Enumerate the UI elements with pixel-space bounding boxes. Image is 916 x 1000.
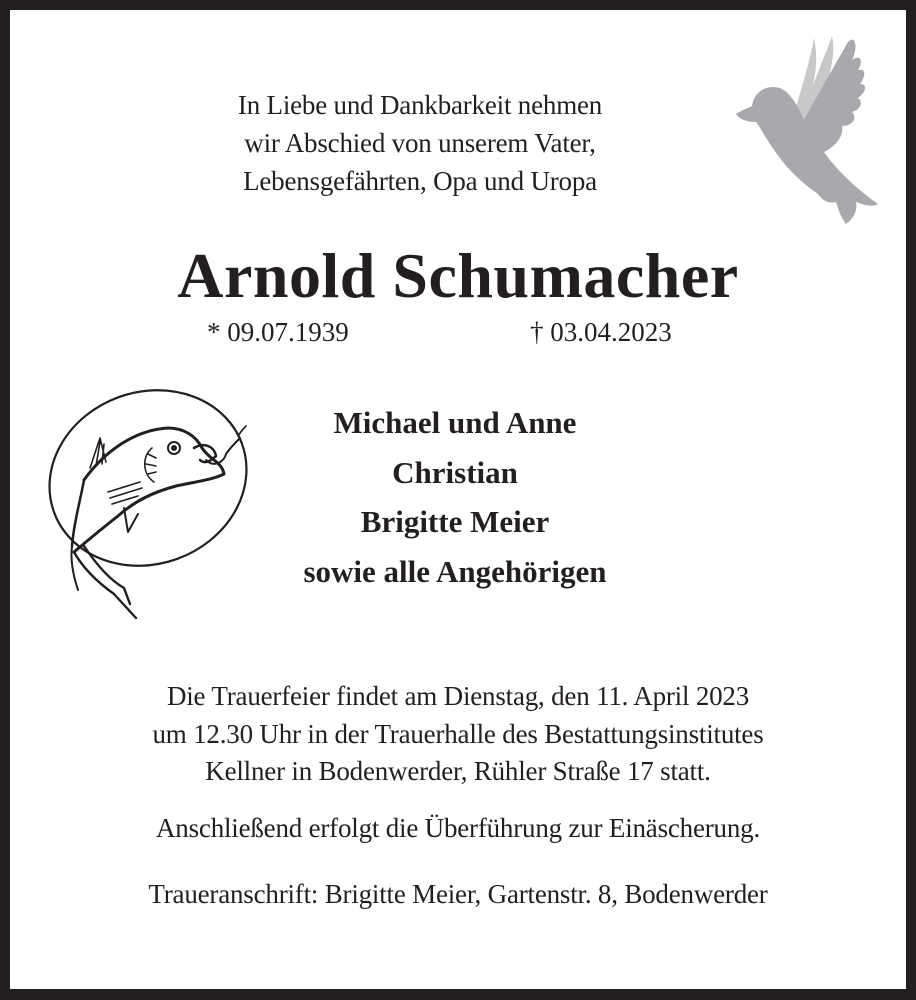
service-line: um 12.30 Uhr in der Trauerhalle des Bestattungsinstitutes: [152, 718, 764, 749]
death-date: † 03.04.2023: [530, 317, 672, 347]
mourner: Christian: [392, 454, 518, 490]
birth-date: * 09.07.1939: [207, 317, 349, 347]
mourners-list: [240, 398, 670, 596]
service-line: Kellner in Bodenwerder, Rühler Straße 17 statt.: [205, 756, 711, 786]
intro-line: Lebensgefährten, Opa und Uropa: [243, 166, 597, 196]
service-line: Die Trauerfeier findet am Dienstag, den 11. April 2023: [166, 681, 750, 711]
mourner: Brigitte Meier: [360, 504, 550, 539]
mourner: Michael und Anne: [333, 405, 577, 440]
funeral-service-info: [10, 678, 906, 791]
intro-line: wir Abschied von unserem Vater,: [244, 128, 596, 158]
obituary-card: [10, 10, 906, 989]
dove-icon: [732, 26, 882, 226]
mourning-address: Traueranschrift: Brigitte Meier, Gartenstr. 8, Bodenwerder: [148, 879, 768, 909]
intro-text: [150, 86, 690, 200]
cremation-note: Anschließend erfolgt die Überführung zur Einäscherung.: [156, 813, 760, 843]
mourner: sowie alle Angehörigen: [303, 553, 607, 589]
intro-line: In Liebe und Dankbarkeit nehmen: [237, 90, 603, 120]
fish-on-hook-icon: [44, 382, 254, 622]
deceased-name: Arnold Schumacher: [177, 240, 739, 311]
